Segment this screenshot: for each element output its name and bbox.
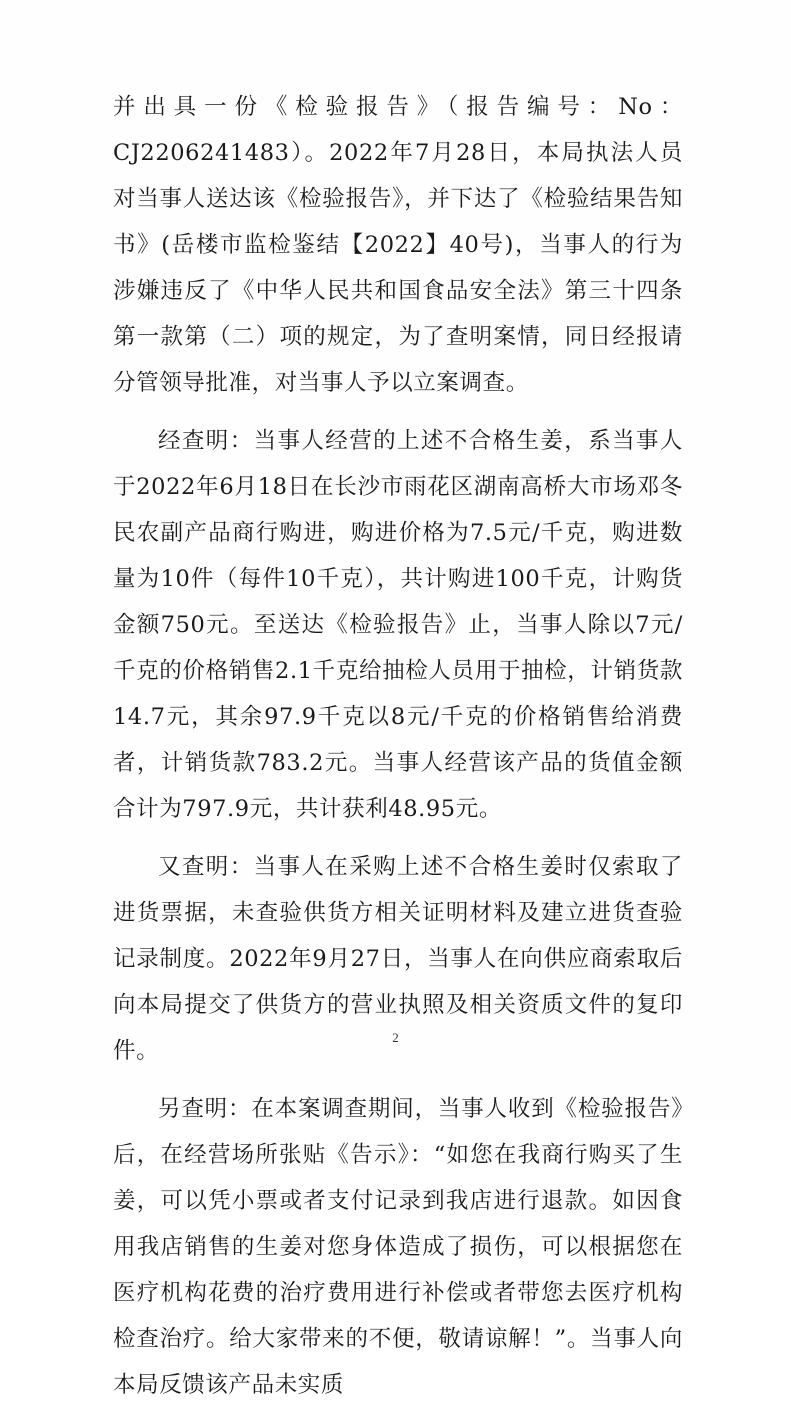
document-body (113, 84, 683, 1408)
paragraph-additional-finding: 另查明：在本案调查期间，当事人收到《检验报告》后，在经营场所张贴《告示》：“如您在我商行购买了生姜，可以凭小票或者支付记录到我店进行退款。如因食用我店销售的生姜对您身体造成了损伤，可以根据您在医疗机构花费的治疗费用进行补偿或者带您去医疗机构检查治疗。给大家带来的不便，敬请谅解！”。当事人向本局反馈该产品未实质 (113, 1096, 683, 1398)
paragraph-further-finding: 又查明：当事人在采购上述不合格生姜时仅索取了进货票据，未查验供货方相关证明材料及建立进货查验记录制度。2022年9月27日，当事人在向供应商索取后向本局提交了供货方的营业执照及相关资质文件的复印件。 (113, 854, 683, 1064)
paragraph-investigation: 经查明：当事人经营的上述不合格生姜，系当事人于2022年6月18日在长沙市雨花区湖南高桥大市场邓冬民农副产品商行购进，购进价格为7.5元/千克，购进数量为10件（每件10千克），共计购进100千克，计购货金额750元。至送达《检验报告》止，当事人除以7元/千克的价格销售2.1千克给抽检人员用于抽检，计销货款14.7元，其余97.9千克以8元/千克的价格销售给消费者，计销货款783.2元。当事人经营该产品的货值金额合计为797.9元，共计获利48.95元。 (113, 428, 683, 822)
paragraph-continuation: 并出具一份《检验报告》（报告编号：No：CJ2206241483）。2022年7月28日，本局执法人员对当事人送达该《检验报告》，并下达了《检验结果告知书》(岳楼市监检鉴结【2022】40号)，当事人的行为涉嫌违反了《中华人民共和国食品安全法》第三十四条第一款第（二）项的规定，为了查明案情，同日经报请分管领导批准，对当事人予以立案调查。 (113, 94, 683, 396)
page-number: 2 (392, 1030, 399, 1045)
